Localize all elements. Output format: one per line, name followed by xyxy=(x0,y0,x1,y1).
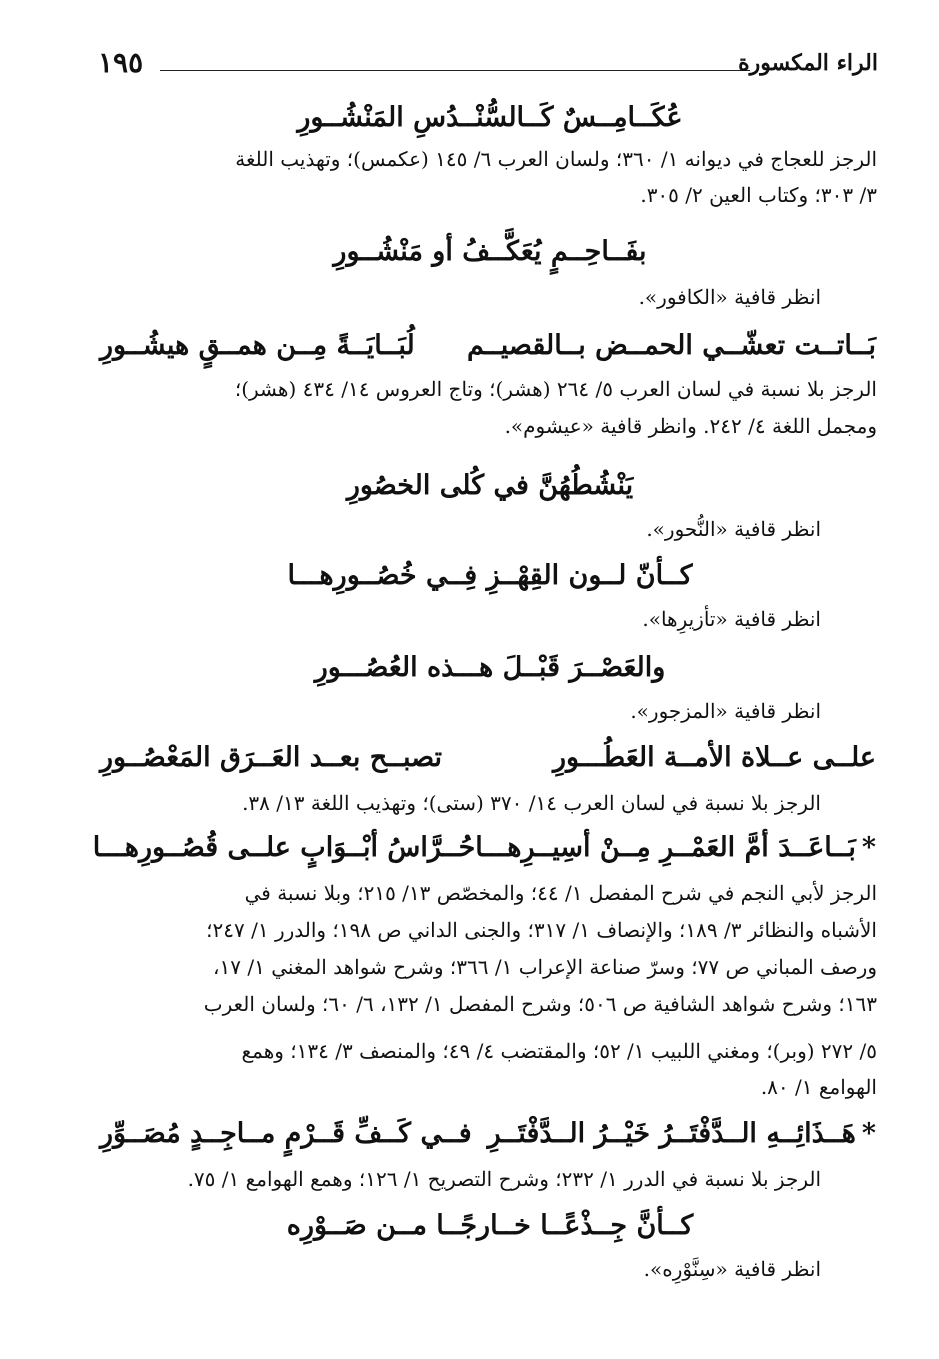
note-line: انظر قافية «تأزيرِها». xyxy=(642,607,821,631)
verse-hemistich-second: تصبــح بعــد العَــرَق المَعْصُــورِ xyxy=(100,742,443,773)
page-number: ١٩٥ xyxy=(98,46,144,79)
verse-pair xyxy=(100,1114,876,1154)
note-line: انظر قافية «المزجور». xyxy=(630,699,821,723)
note-line: ٥/ ٢٧٢ (وبر)؛ ومغني اللبيب ١/ ٥٢؛ والمقتضب ٤/ ٤٩؛ والمنصف ٣/ ١٣٤؛ وهمع xyxy=(241,1039,877,1063)
verse-line: يَنْشُطُهُنَّ في كُلى الخصُورِ xyxy=(346,470,634,501)
verse-pair xyxy=(100,326,876,366)
note-line: الرجز بلا نسبة في الدرر ١/ ٢٣٢؛ وشرح التصريح ١/ ١٢٦؛ وهمع الهوامع ١/ ٧٥. xyxy=(187,1167,821,1191)
note-line: الرجز بلا نسبة في لسان العرب ٥/ ٢٦٤ (هشر)؛ وتاج العروس ١٤/ ٤٣٤ (هشر)؛ xyxy=(234,377,877,401)
verse-line: بفَــاحِــمٍ يُعَكَّــفُ أو مَنْشُــورِ xyxy=(333,236,647,267)
verse-line: عُكَــامِــسٌ كَــالسُّنْــدُسِ المَنْشُــورِ xyxy=(297,102,683,133)
verse-pair xyxy=(100,738,876,778)
asterisk-marker: * xyxy=(861,1118,876,1149)
note-line: الهوامع ١/ ٨٠. xyxy=(760,1075,877,1099)
running-title: الراء المكسورة xyxy=(738,50,878,76)
verse-hemistich-second: فــي كَــفِّ قَــرْمٍ مــاجِــدٍ مُصَــوِّرِ xyxy=(100,1118,472,1149)
verse-line: والعَصْــرَ قَبْــلَ هـــذه العُصُـــورِ xyxy=(314,652,666,683)
note-line: الرجز لأبي النجم في شرح المفصل ١/ ٤٤؛ والمخصّص ١٣/ ٢١٥؛ وبلا نسبة في xyxy=(244,881,877,905)
note-line: انظر قافية «سِنَّوْرِه». xyxy=(643,1257,821,1281)
note-line: ورصف المباني ص ٧٧؛ وسرّ صناعة الإعراب ١/ ٣٦٦؛ وشرح شواهد المغني ١/ ١٧، xyxy=(213,955,877,979)
verse-hemistich-second: حُــرَّاسُ أبْــوَابٍ علــى قُصُــورِهـــا xyxy=(92,832,476,863)
note-line: الرجز للعجاج في ديوانه ١/ ٣٦٠؛ ولسان العرب ٦/ ١٤٥ (عكمس)؛ وتهذيب اللغة xyxy=(235,147,877,171)
verse-hemistich-first: *هَــذَائِــهِ الــدَّفْتَــرُ خَيْــرُ الــدَّفْتَــرِ xyxy=(487,1118,876,1149)
note-line: الأشباه والنظائر ٣/ ١٨٩؛ والإنصاف ١/ ٣١٧؛ والجنى الداني ص ١٩٨؛ والدرر ١/ ٢٤٧؛ xyxy=(206,918,877,942)
verse-hemistich-first: بَــاتــت تعشّــي الحمــض بــالقصيــم xyxy=(466,330,876,361)
note-line: انظر قافية «النُّحور». xyxy=(646,517,821,541)
note-line: ١٦٣؛ وشرح شواهد الشافية ص ٥٠٦؛ وشرح المفصل ١/ ١٣٢، ٦/ ٦٠؛ ولسان العرب xyxy=(203,992,877,1016)
note-line: ٣/ ٣٠٣؛ وكتاب العين ٢/ ٣٠٥. xyxy=(640,183,877,207)
verse-line: كــأنّ لــون القِهْــزِ فِــي خُصُــورِهـــا xyxy=(287,560,693,591)
header-rule xyxy=(160,70,750,71)
page-header xyxy=(98,44,878,84)
note-line: الرجز بلا نسبة في لسان العرب ١٤/ ٣٧٠ (ستى)؛ وتهذيب اللغة ١٣/ ٣٨. xyxy=(242,791,821,815)
verse-hemistich-second: لُبَــايَــةً مِــن همــقٍ هيشُــورِ xyxy=(100,330,415,361)
verse-hemistich-first: *بَــاعَــدَ أمَّ العَمْــرِ مِــنْ أسِيــرِهـــا xyxy=(475,832,876,863)
verse-line: كــأنَّ جِــذْعًــا خــارجًــا مــن صَــوْرِه xyxy=(286,1210,694,1241)
asterisk-marker: * xyxy=(861,832,876,863)
note-line: ومجمل اللغة ٤/ ٢٤٢. وانظر قافية «عيشوم». xyxy=(504,414,877,438)
verse-pair xyxy=(92,828,876,868)
note-line: انظر قافية «الكافور». xyxy=(638,285,821,309)
verse-hemistich-first: علــى عــلاة الأمــة العَطُـــورِ xyxy=(552,742,876,773)
